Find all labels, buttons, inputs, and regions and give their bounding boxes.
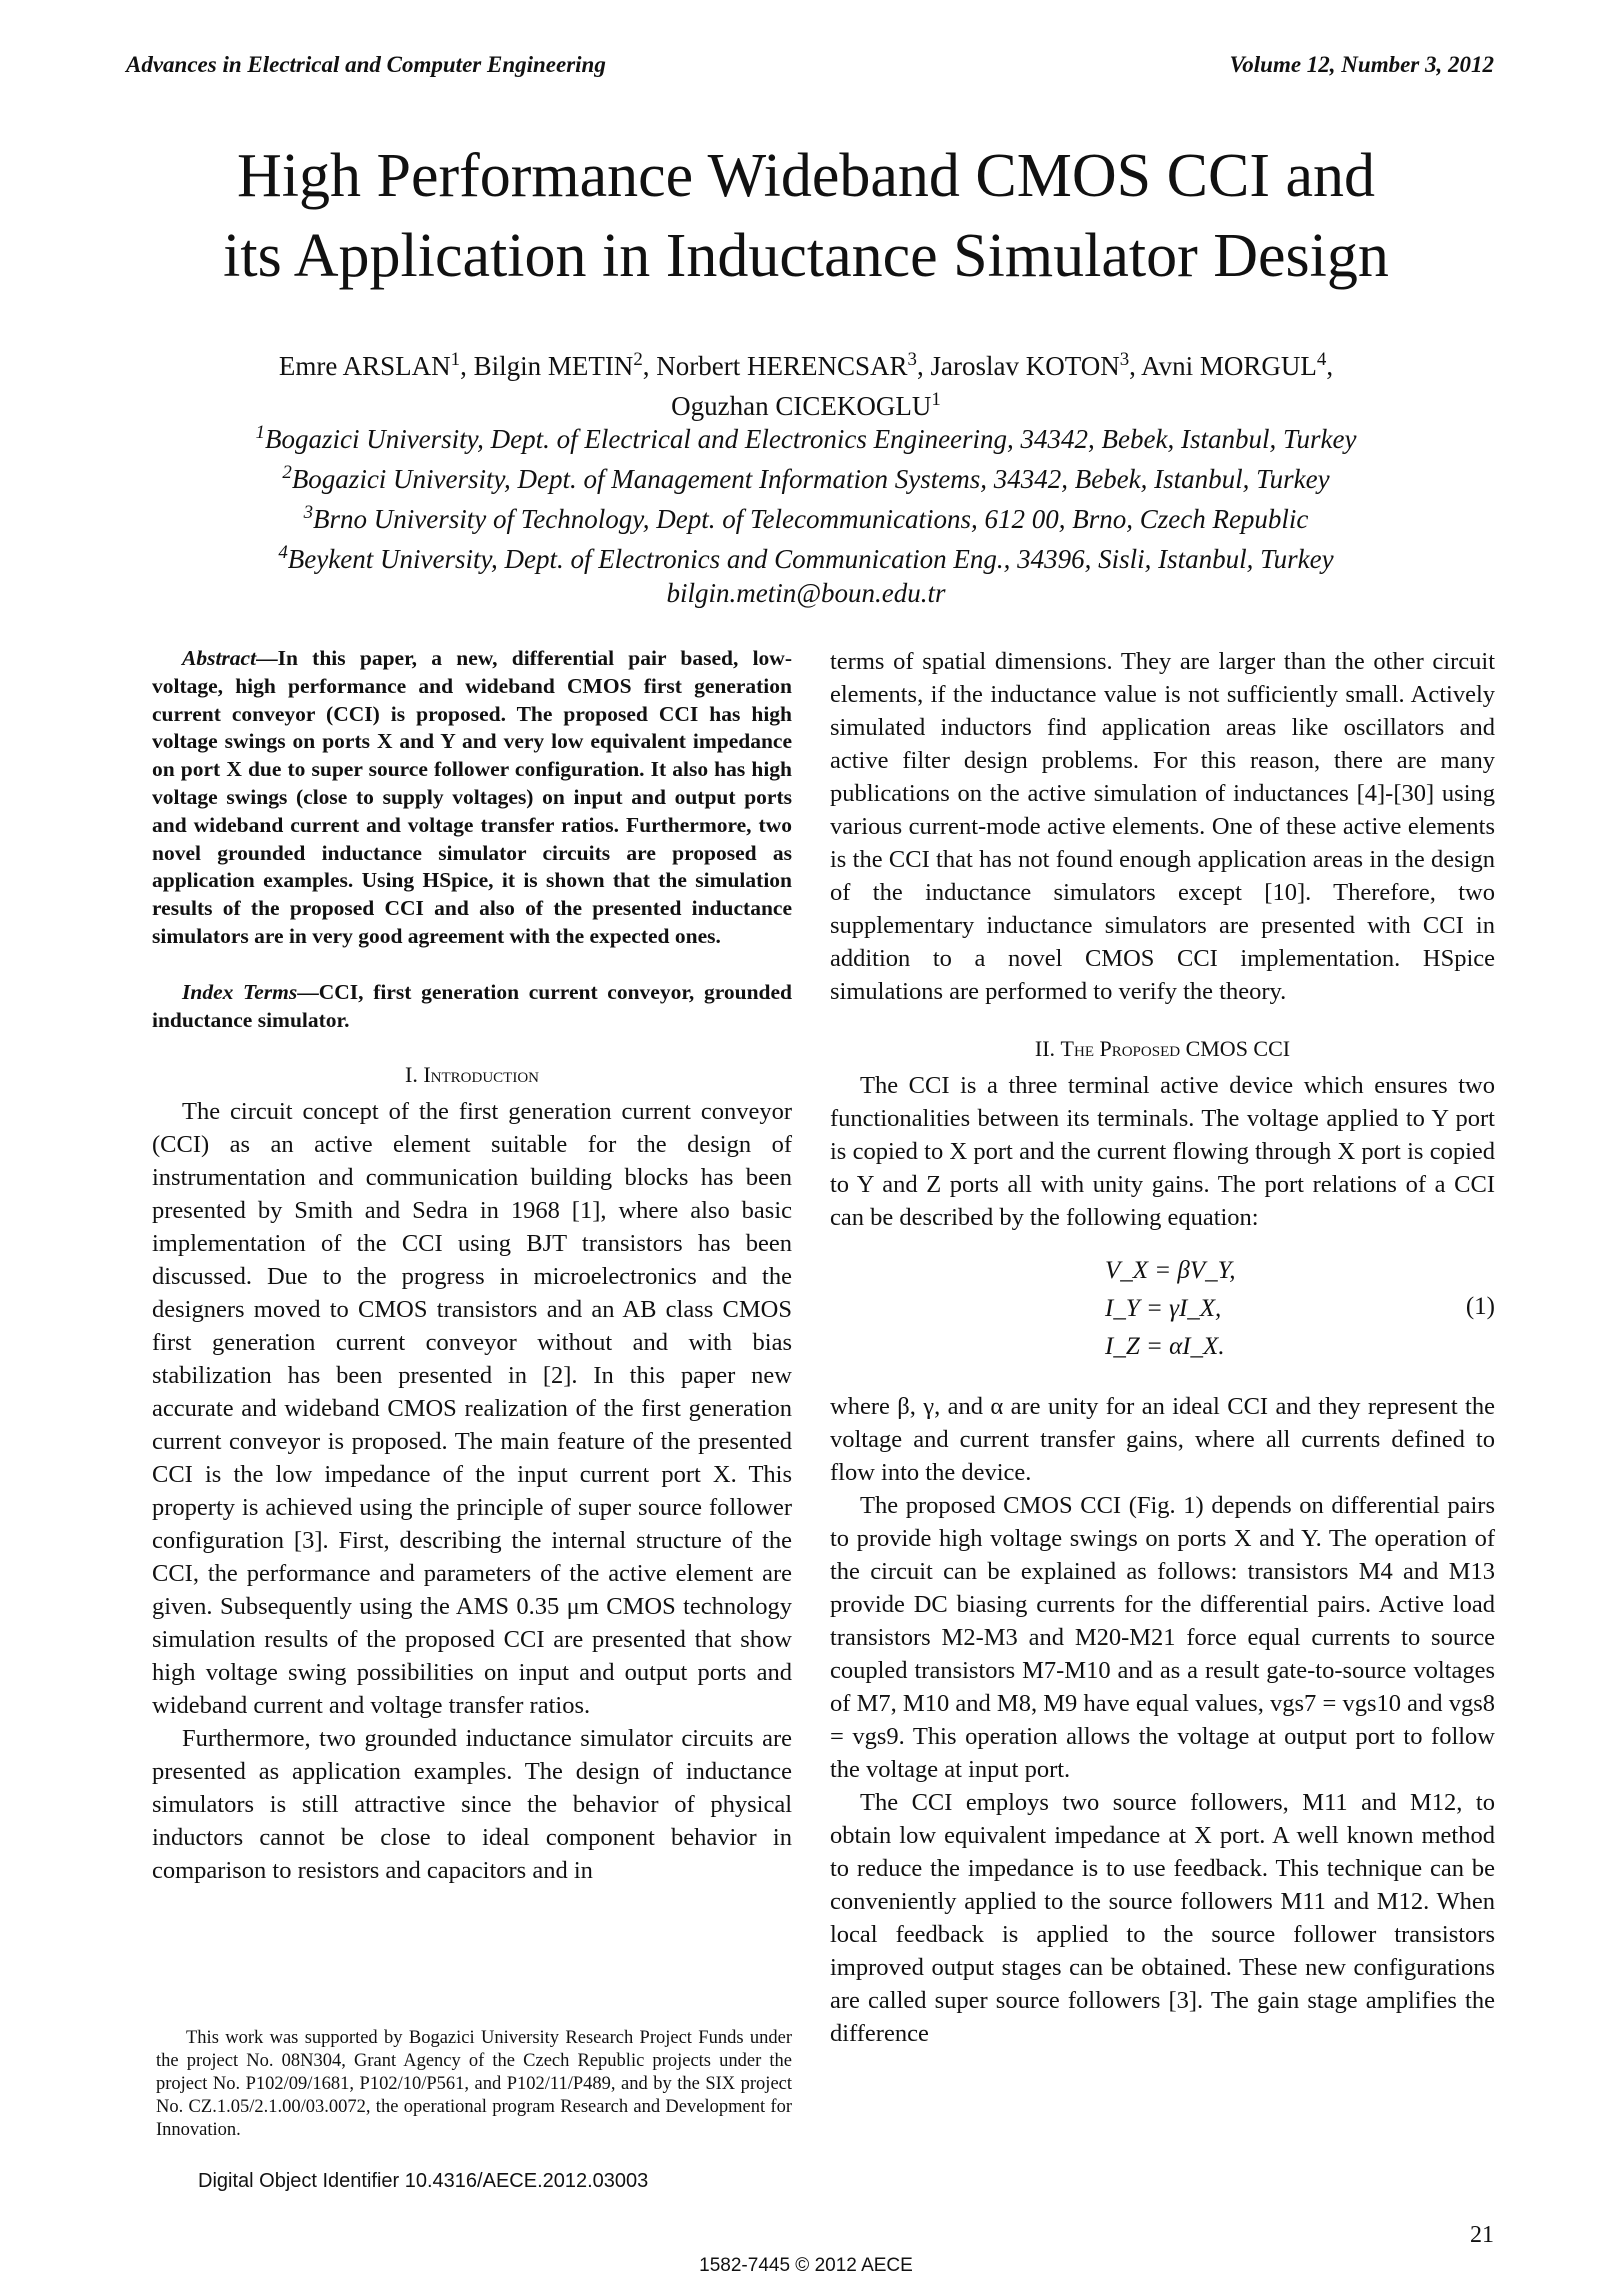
section2-paragraph-3: The proposed CMOS CCI (Fig. 1) depends on differential pairs to provide high voltage swings on ports X and Y. The operation of the circuit can be explained as follows: transistors M4 and M13 provide DC biasing currents for the differential pairs. Active load transistors M2-M3 and M20-M21 force equal currents to source coupled transistors M7-M10 and as a result gate-to-source voltages of M7, M10 and M8, M9 have equal values, vgs7 = vgs10 and vgs8 = vgs9. This operation allows the voltage at output port to follow the voltage at input port. <box>830 1492 1495 1783</box>
author-sup: 4 <box>1316 349 1327 370</box>
affiliations <box>0 416 1612 610</box>
left-column <box>152 645 792 1887</box>
author-sup: 3 <box>907 349 917 370</box>
intro-continuation: terms of spatial dimensions. They are larger than the other circuit elements, if the inductance value is not sufficiently small. Actively simulated inductors find application areas like oscillators and active filter design problems. For this reason, there are many publications on the active simulation of inductances [4]-[30] using various current-mode active elements. One of these active elements is the CCI that has not found enough application areas in the design of the inductance simulators except [10]. Therefore, two supplementary inductance simulators are presented with CCI in addition to a novel CMOS CCI implementation. HSpice simulations are performed to verify the theory. <box>830 648 1495 1005</box>
journal-name: Advances in Electrical and Computer Engineering <box>126 52 606 77</box>
index-terms: Index Terms—CCI, first generation current conveyor, grounded inductance simulator. <box>152 979 793 1032</box>
volume-info: Volume 12, Number 3, 2012 <box>1229 52 1494 77</box>
section2-paragraph-2: where β, γ, and α are unity for an ideal CCI and they represent the voltage and current transfer gains, where all currents defined to flow into the device. <box>830 1393 1495 1486</box>
section-heading-introduction: I. Introduction <box>405 1062 539 1088</box>
contact-email[interactable]: bilgin.metin@boun.edu.tr <box>666 578 946 608</box>
issn-copyright: 1582-7445 © 2012 AECE <box>699 2255 913 2276</box>
intro-paragraph-2: Furthermore, two grounded inductance simulator circuits are presented as application examples. The design of inductance simulators is still attractive since the behavior of physical inductors cannot be close to ideal component behavior in comparison to resistors and capacitors and in <box>152 1725 792 1885</box>
equation-1 <box>830 1252 1495 1372</box>
author-list <box>0 343 1612 423</box>
section2-paragraph-1: The CCI is a three terminal active device which ensures two functionalities between its terminals. The voltage applied to Y port is copied to X port and the current flowing through X port is copied to Y and Z ports all with unity gains. The port relations of a CCI can be described by the following equation: <box>830 1072 1495 1231</box>
section-heading-proposed-cci: II. The Proposed CMOS CCI <box>1034 1036 1291 1061</box>
page-number: 21 <box>1470 2222 1494 2248</box>
section2-paragraph-4: The CCI employs two source followers, M11 and M12, to obtain low equivalent impedance at X port. A well known method to reduce the impedance is to use feedback. This technique can be conveniently applied to the source followers M11 and M12. When local feedback is applied to the source follower transistors improved output stages can be obtained. These new configurations are called super source followers [3]. The gain stage amplifies the difference <box>830 1789 1495 2047</box>
affiliation-4: $^4$Beykent University, Dept. of Electronics and Communication Eng., 34396, Sisli, Istanbul, Turkey <box>278 542 1334 574</box>
author-sep: , <box>1326 351 1334 381</box>
author-name: , Avni MORGUL <box>1129 351 1317 381</box>
author-sup: 1 <box>450 349 461 370</box>
paper-title <box>0 136 1612 296</box>
title-line-2: its Application in Inductance Simulator Design <box>223 222 1389 290</box>
author-sup: 1 <box>931 389 941 410</box>
author-name: Oguzhan CICEKOGLU <box>671 391 932 421</box>
equation-line-1: V_X = βV_Y, <box>1105 1257 1236 1284</box>
equation-line-3: I_Z = αI_X. <box>1105 1333 1225 1360</box>
author-name: , Bilgin METIN <box>460 351 634 381</box>
author-name: , Norbert HERENCSAR <box>642 351 908 381</box>
affiliation-1: $^1$Bogazici University, Dept. of Electrical and Electronics Engineering, 34342, Bebek, Istanbul, Turkey <box>255 422 1357 454</box>
intro-paragraph-1: The circuit concept of the first generation current conveyor (CCI) as an active element suitable for the design of instrumentation and communication building blocks has been presented by Smith and Sedra in 1968 [1], where also basic implementation of the CCI using BJT transistors has been discussed. Due to the progress in microelectronics and the designers moved to CMOS transistors and an AB class CMOS first generation current conveyor without and with bias stabilization has been presented in [2]. In this paper new accurate and wideband CMOS realization of the first generation current conveyor is proposed. The main feature of the presented CCI is the low impedance of the input current port X. This property is achieved using the principle of super source follower configuration [3]. First, describing the internal structure of the CCI, the performance and parameters of the active element are given. Subsequently using the AMS 0.35 μm CMOS technology simulation results of the proposed CCI are presented that show high voltage swing possibilities on input and output ports and wideband current and voltage transfer ratios. <box>152 1098 792 1720</box>
equation-number: (1) <box>1465 1293 1495 1320</box>
equation-line-2: I_Y = γI_X, <box>1105 1295 1222 1322</box>
affiliation-2: $^2$Bogazici University, Dept. of Management Information Systems, 34342, Bebek, Istanbul, Turkey <box>282 462 1330 494</box>
affiliation-3: $^3$Brno University of Technology, Dept. of Telecommunications, 612 00, Brno, Czech Republic <box>303 502 1309 534</box>
author-sup: 2 <box>633 349 643 370</box>
doi[interactable]: Digital Object Identifier 10.4316/AECE.2012.03003 <box>198 2170 649 2192</box>
author-name: , Jaroslav KOTON <box>916 351 1120 381</box>
funding-footnote: This work was supported by Bogazici University Research Project Funds under the project No. 08N304, Grant Agency of the Czech Republic projects under the project No. P102/09/1681, P102/10/P561, and P102/11/P489, and by the SIX project No. CZ.1.05/2.1.00/03.0072, the operational program Research and Development for Innovation. <box>156 2028 792 2140</box>
right-column <box>830 645 1495 2050</box>
title-line-1: High Performance Wideband CMOS CCI and <box>236 142 1375 210</box>
abstract: Abstract—In this paper, a new, differential pair based, low-voltage, high performance and wideband CMOS first generation current conveyor (CCI) is proposed. The proposed CCI has high voltage swings on ports X and Y and very low equivalent impedance on port X due to super source follower configuration. It also has high voltage swings (close to supply voltages) on input and output ports and wideband current and voltage transfer ratios. Furthermore, two novel grounded inductance simulator circuits are proposed as application examples. Using HSpice, it is shown that the simulation results of the proposed CCI and also of the presented inductance simulators are in very good agreement with the expected ones. <box>152 646 792 948</box>
author-sup: 3 <box>1119 349 1130 370</box>
author-name: Emre ARSLAN <box>278 351 451 381</box>
